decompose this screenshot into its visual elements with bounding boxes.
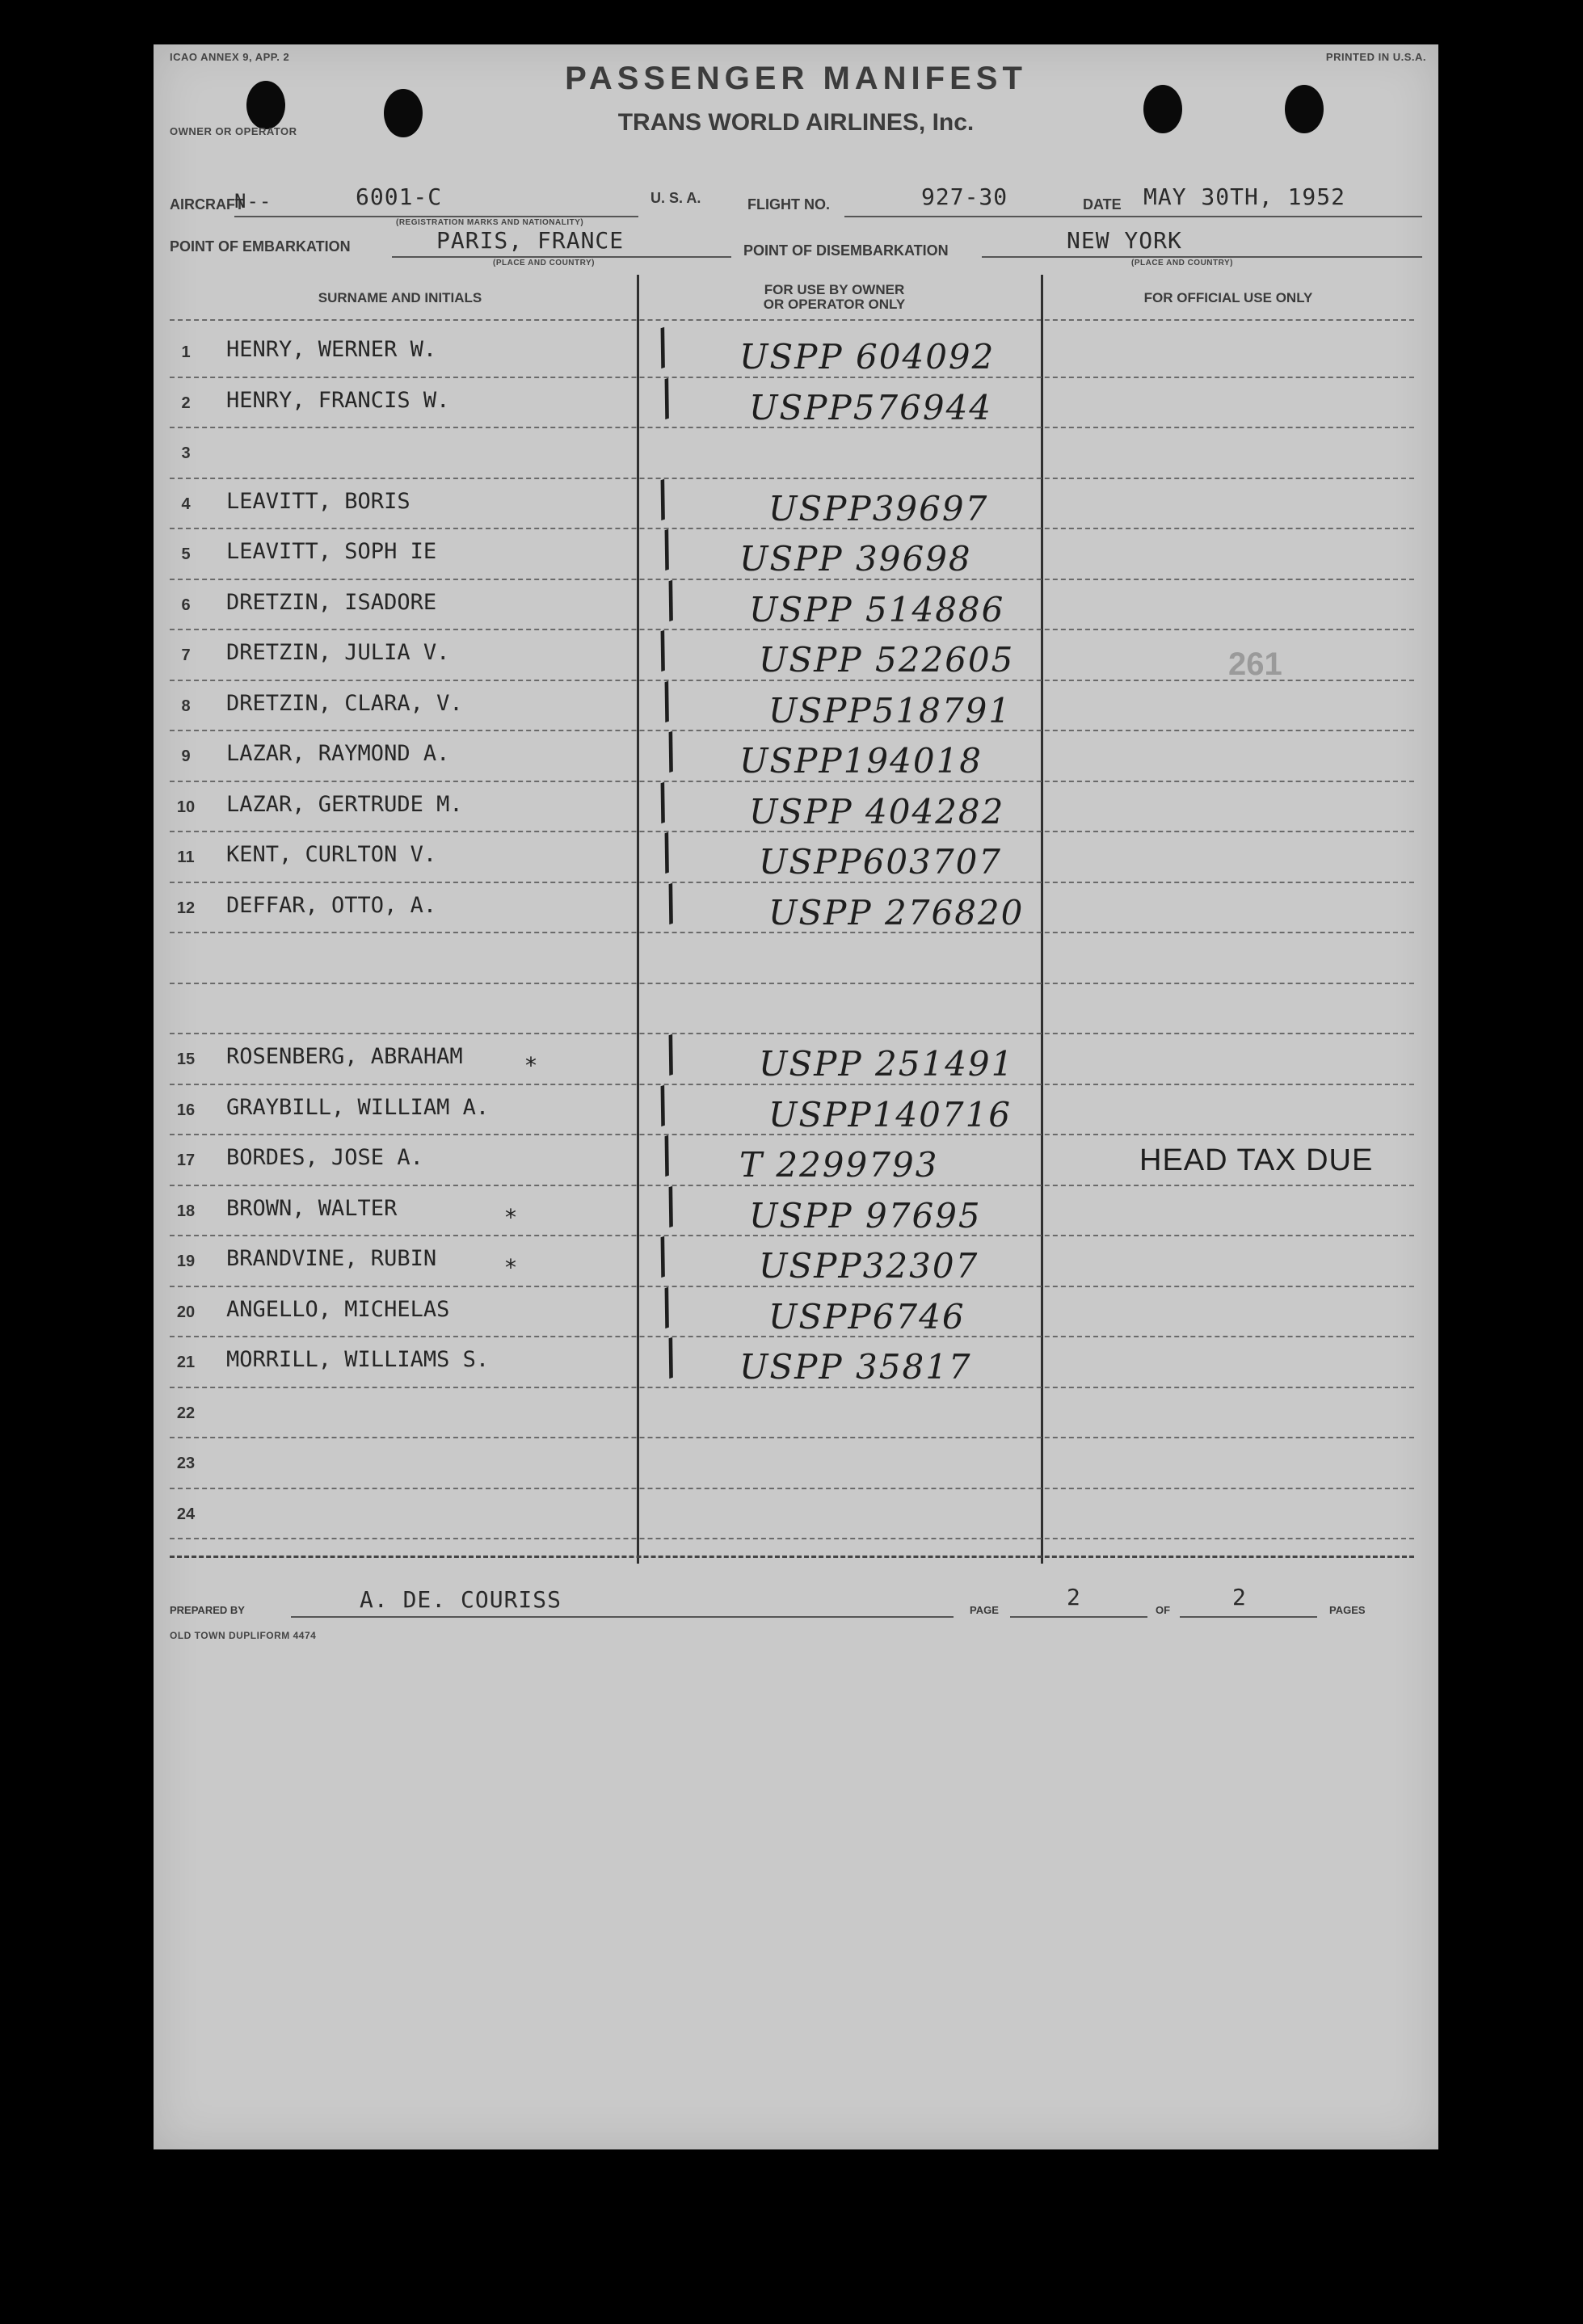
row-number: 19 [176,1253,196,1270]
column-divider [637,275,639,1564]
form-reference: ICAO ANNEX 9, APP. 2 [170,51,290,63]
page-label: PAGE [970,1604,999,1616]
check-mark: / [650,823,683,881]
row-number: 7 [181,646,191,664]
column-header-owner-line1: FOR USE BY OWNER [764,282,905,297]
check-mark: / [654,722,687,780]
passport-number: USPP 251491 [759,1044,1015,1084]
row-number: 2 [181,394,191,412]
check-mark: / [650,520,683,578]
place-note: (PLACE AND COUNTRY) [493,259,595,267]
row-rule [170,730,1414,731]
passenger-name: BORDES, JOSE A. [226,1145,423,1170]
column-header-owner-use [638,283,1030,312]
row-rule [170,1235,1414,1236]
row-rule [170,932,1414,933]
of-label: OF [1156,1604,1171,1616]
document-title: PASSENGER MANIFEST [565,61,1027,96]
row-rule [170,528,1414,529]
table-bottom-rule [170,1556,1414,1558]
column-header-official-use: FOR OFFICIAL USE ONLY [1143,290,1313,305]
check-mark: / [646,318,679,376]
row-rule [170,1286,1414,1287]
row-number: 15 [176,1050,196,1068]
passport-number: USPP39697 [768,488,989,528]
aircraft-value: 6001-C [356,183,443,210]
aircraft-label: AIRCRAFT [170,196,244,213]
column-divider [1041,275,1043,1564]
disembarkation-underline [982,256,1422,258]
check-mark: / [654,1025,687,1083]
check-mark: / [654,1177,687,1234]
row-number: 10 [176,798,196,816]
flight-underline [844,216,1127,217]
row-number: 11 [177,848,195,866]
row-number: 17 [176,1151,196,1169]
owner-operator-label: OWNER OR OPERATOR [170,125,297,137]
row-number: 5 [181,545,191,563]
date-label: DATE [1083,196,1122,213]
row-rule [170,579,1414,580]
row-rule [170,1538,1414,1539]
row-rule [170,1185,1414,1186]
row-number: 21 [176,1354,196,1371]
row-rule [170,427,1414,428]
prepared-by-value: A. DE. COURISS [360,1586,562,1613]
check-mark: / [654,874,687,931]
row-rule [170,781,1414,782]
flight-label: FLIGHT NO. [747,196,830,213]
check-mark: / [650,1278,683,1335]
row-rule [170,1033,1414,1034]
row-number: 12 [176,899,196,917]
passport-number: USPP518791 [768,690,1013,730]
row-rule [170,1336,1414,1337]
check-mark: / [646,1227,679,1285]
passenger-name: DRETZIN, JULIA V. [226,640,450,665]
check-mark: / [654,1328,687,1386]
passenger-name: DEFFAR, OTTO, A. [226,892,437,918]
passenger-name: DRETZIN, ISADORE [226,589,437,615]
embarkation-value: PARIS, FRANCE [436,227,625,254]
check-mark: / [650,368,683,426]
row-number: 1 [181,343,191,361]
embarkation-underline [392,256,731,258]
check-mark: / [646,1076,679,1133]
airline-name: TRANS WORLD AIRLINES, Inc. [617,109,975,136]
row-number: 16 [176,1101,196,1119]
asterisk-mark: * [505,1203,516,1231]
row-rule [170,680,1414,681]
passenger-name: HENRY, WERNER W. [226,337,437,362]
row-rule [170,1134,1414,1135]
passenger-name: DRETZIN, CLARA, V. [226,690,463,716]
passenger-name: KENT, CURLTON V. [226,842,437,867]
prepared-by-label: PREPARED BY [170,1604,245,1616]
passport-number: USPP194018 [739,741,983,781]
row-rule [170,1084,1414,1085]
row-number: 6 [181,596,191,614]
passport-number: USPP 276820 [768,892,1025,933]
of-underline [1180,1616,1317,1618]
date-value: MAY 30TH, 1952 [1143,183,1346,210]
page-underline [1010,1616,1147,1618]
disembarkation-label: POINT OF DISEMBARKATION [743,242,949,259]
column-header-owner-line2: OR OPERATOR ONLY [763,297,906,312]
header-rule [170,319,1414,321]
passenger-name: GRAYBILL, WILLIAM A. [226,1094,490,1120]
row-rule [170,629,1414,630]
row-number: 3 [181,444,191,462]
passenger-name: LAZAR, GERTRUDE M. [226,791,463,817]
aircraft-prefix: N-- [234,190,272,213]
stamp-number: 261 [1228,646,1282,682]
passport-number: USPP 39698 [739,539,972,579]
row-rule [170,1387,1414,1388]
passenger-name: BRANDVINE, RUBIN [226,1246,437,1271]
page-value: 2 [1067,1584,1081,1610]
check-mark: / [650,1126,683,1184]
passport-number: USPP140716 [768,1094,1013,1135]
passport-number: USPP 604092 [739,337,996,377]
usa-label: U. S. A. [650,190,701,206]
printed-reference: PRINTED IN U.S.A. [1325,51,1426,63]
passport-number: T 2299793 [739,1145,939,1185]
of-value: 2 [1232,1584,1247,1610]
asterisk-mark: * [505,1254,516,1281]
passport-number: USPP6746 [768,1296,966,1337]
passenger-name: ANGELLO, MICHELAS [226,1296,450,1322]
column-header-surname: SURNAME AND INITIALS [318,290,482,305]
printer-note: OLD TOWN DUPLIFORM 4474 [170,1630,317,1641]
passenger-name: LEAVITT, SOPH IE [226,539,437,564]
passenger-name: HENRY, FRANCIS W. [226,387,450,413]
row-number: 20 [176,1303,196,1321]
row-rule [170,831,1414,832]
pages-label: PAGES [1329,1604,1366,1616]
place-note-2: (PLACE AND COUNTRY) [1131,259,1233,267]
embarkation-label: POINT OF EMBARKATION [170,238,351,255]
row-number: 24 [176,1505,196,1523]
row-rule [170,478,1414,479]
official-note: HEAD TAX DUE [1139,1143,1374,1177]
row-number: 8 [181,697,191,715]
check-mark: / [650,672,683,729]
row-number: 18 [176,1202,196,1220]
passenger-name: BROWN, WALTER [226,1195,398,1221]
check-mark: / [646,773,679,830]
disembarkation-value: NEW YORK [1067,227,1182,254]
passport-number: USPP 97695 [749,1195,982,1236]
passport-number: USPP32307 [759,1246,979,1286]
row-rule [170,983,1414,984]
manifest-sheet [154,44,1438,2149]
registration-note: (REGISTRATION MARKS AND NATIONALITY) [396,218,584,227]
passenger-name: ROSENBERG, ABRAHAM [226,1044,463,1069]
check-mark: / [646,621,679,679]
row-number: 4 [181,495,191,513]
asterisk-mark: * [525,1052,537,1079]
passenger-name: LAZAR, RAYMOND A. [226,741,450,766]
passport-number: USPP 514886 [749,589,1005,629]
passenger-name: MORRILL, WILLIAMS S. [226,1347,490,1372]
row-number: 23 [176,1455,196,1472]
row-rule [170,1437,1414,1438]
row-number: 9 [181,747,191,765]
passport-number: USPP576944 [749,387,993,427]
passport-number: USPP 404282 [749,791,1005,832]
check-mark: / [646,469,679,527]
row-rule [170,377,1414,378]
row-rule [170,1488,1414,1489]
prepared-by-underline [291,1616,954,1618]
flight-value: 927-30 [921,183,1008,210]
row-number: 22 [176,1404,196,1422]
passport-number: USPP 522605 [759,640,1015,680]
row-rule [170,882,1414,883]
passport-number: USPP603707 [759,842,1003,882]
passenger-name: LEAVITT, BORIS [226,488,410,514]
date-underline [1123,216,1422,217]
check-mark: / [654,570,687,628]
passport-number: USPP 35817 [739,1347,972,1387]
aircraft-underline [234,216,638,217]
